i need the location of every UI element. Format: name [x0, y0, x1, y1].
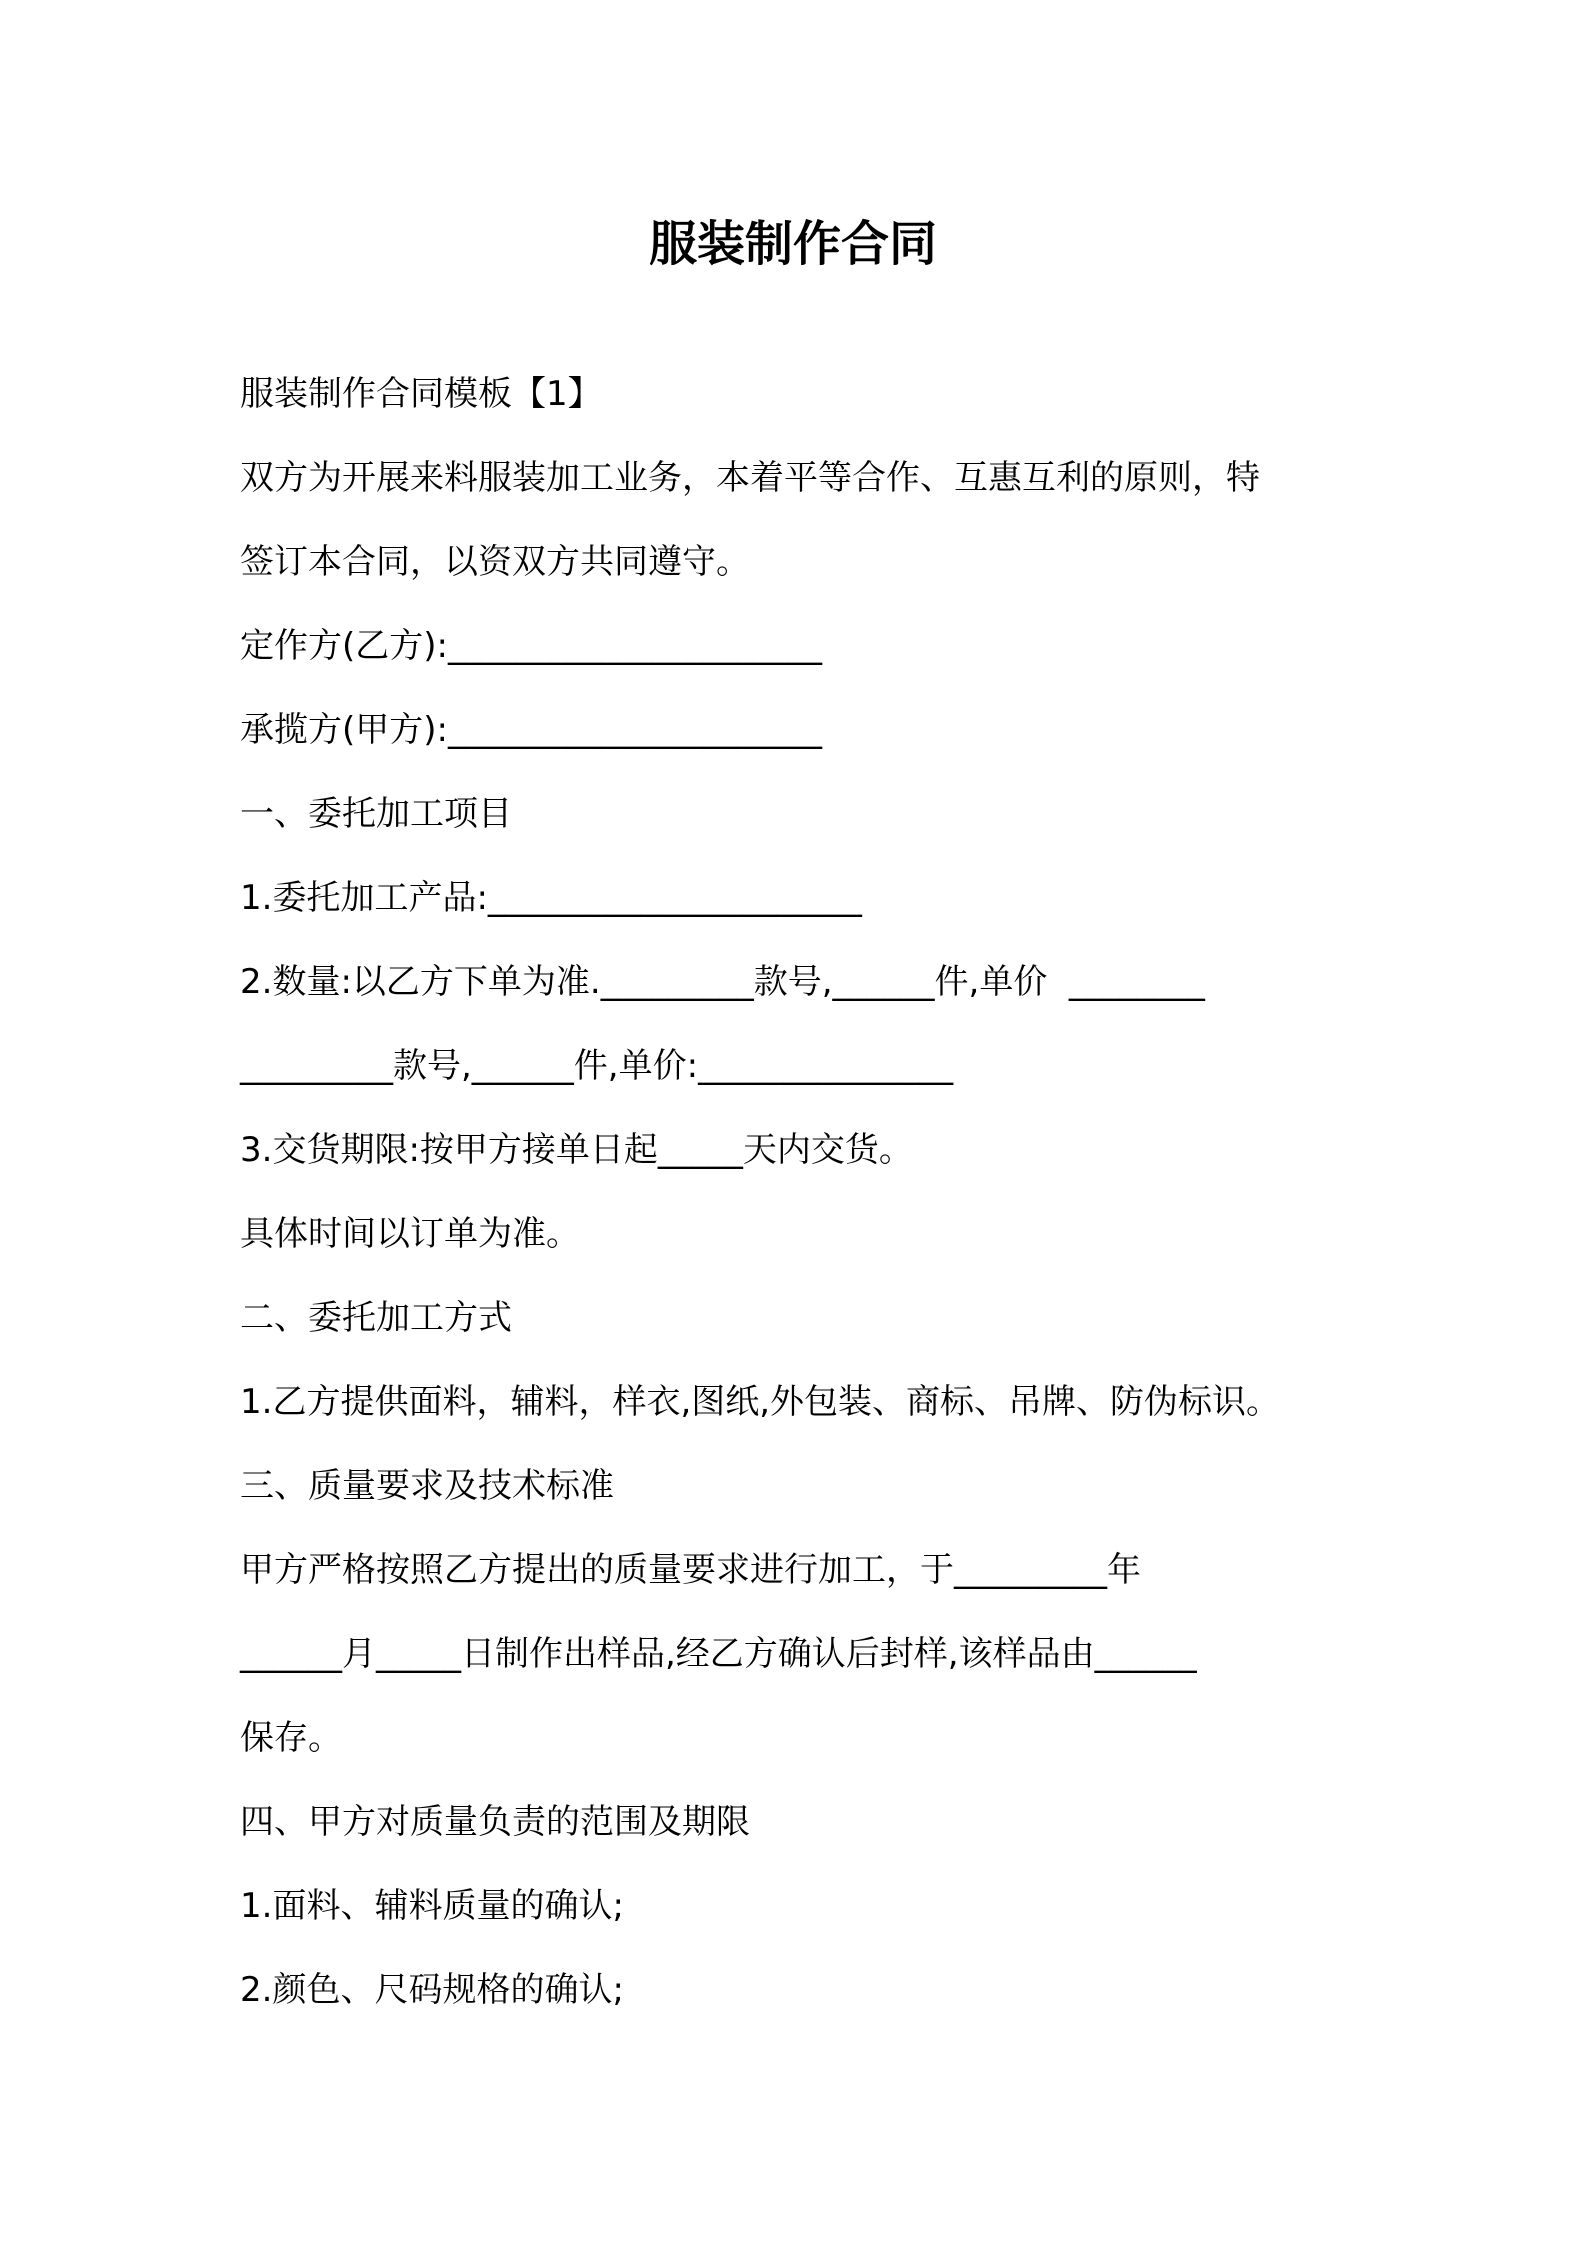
clause-1-1: 1.委托加工产品:______________________ [240, 878, 862, 918]
party-b-line: 定作方(乙方):______________________ [240, 626, 822, 666]
clause-4-1: 1.面料、辅料质量的确认; [240, 1886, 624, 1926]
clause-1-3: 3.交货期限:按甲方接单日起_____天内交货。 [240, 1130, 913, 1170]
intro-line-2: 签订本合同，以资双方共同遵守。 [240, 542, 750, 582]
section-4-heading: 四、甲方对质量负责的范围及期限 [240, 1802, 750, 1842]
section-3-heading: 三、质量要求及技术标准 [240, 1466, 614, 1506]
clause-2-1: 1.乙方提供面料，辅料，样衣,图纸,外包装、商标、吊牌、防伪标识。 [240, 1382, 1281, 1422]
clause-1-2-line-2: _________款号,______件,单价:_______________ [240, 1046, 954, 1086]
template-heading: 服装制作合同模板【1】 [240, 374, 602, 414]
clause-1-2-line-1: 2.数量:以乙方下单为准._________款号,______件,单价 ________ [240, 962, 1205, 1002]
intro-line-1: 双方为开展来料服装加工业务，本着平等合作、互惠互利的原则，特 [240, 458, 1260, 498]
section-2-heading: 二、委托加工方式 [240, 1298, 512, 1338]
clause-3-line-1: 甲方严格按照乙方提出的质量要求进行加工，于_________年 [240, 1550, 1141, 1590]
clause-4-2: 2.颜色、尺码规格的确认; [240, 1970, 624, 2010]
clause-1-3-note: 具体时间以订单为准。 [240, 1214, 580, 1254]
clause-3-line-2: ______月_____日制作出样品,经乙方确认后封样,该样品由______ [240, 1634, 1197, 1674]
section-1-heading: 一、委托加工项目 [240, 794, 512, 834]
document-title: 服装制作合同 [648, 216, 937, 272]
party-a-line: 承揽方(甲方):______________________ [240, 710, 822, 750]
clause-3-line-3: 保存。 [240, 1718, 342, 1758]
